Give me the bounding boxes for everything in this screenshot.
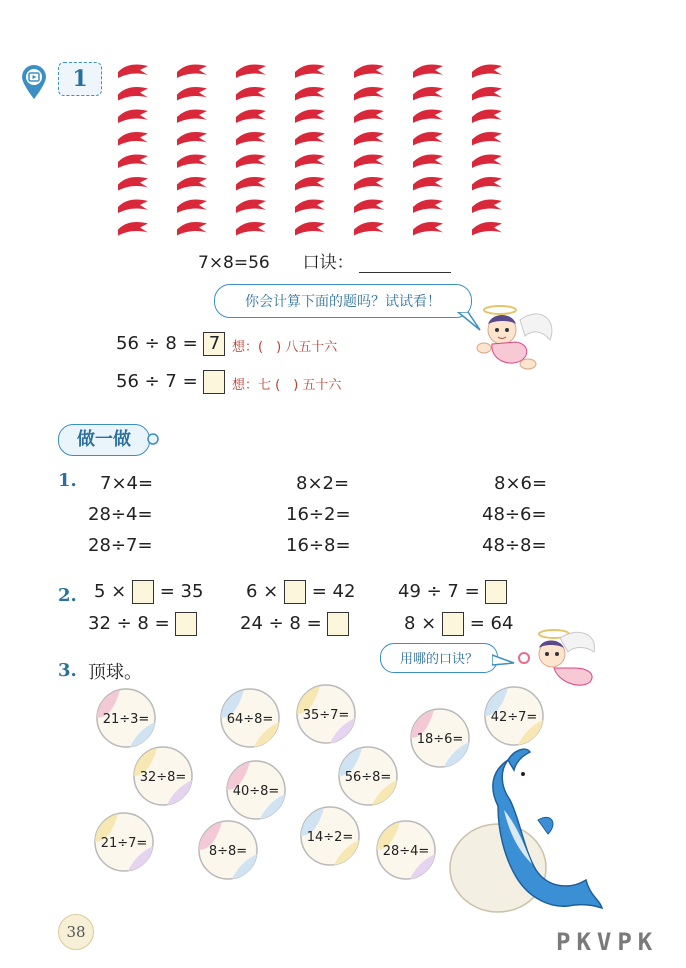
speech-bubble: [214, 284, 472, 318]
angel-character-illustration: [470, 300, 560, 380]
equation: 48÷6=: [482, 504, 547, 525]
ball[interactable]: [297, 685, 355, 743]
ball-label: 21÷3=: [102, 712, 150, 727]
flag-icon: [236, 87, 266, 101]
ball[interactable]: [339, 747, 397, 805]
exercise-2-item: [88, 612, 197, 636]
flag-icon: [472, 64, 502, 78]
flag-icon: [354, 222, 384, 236]
flag-icon: [118, 87, 148, 101]
flag-icon: [413, 177, 443, 191]
flag-icon: [354, 64, 384, 78]
division-example-2: [116, 370, 225, 394]
flag-icon: [354, 154, 384, 168]
flag-icon: [295, 87, 325, 101]
hint-text: 想：( ) 八五十六: [232, 340, 338, 355]
speech-bubble-2-tail: [492, 652, 516, 671]
flag-icon: [295, 154, 325, 168]
flag-icon: [118, 64, 148, 78]
speech-bubble-text: 你会计算下面的题吗？试试看！: [245, 294, 441, 310]
answer-box[interactable]: [284, 580, 306, 604]
section-title-badge: [58, 424, 150, 456]
equation: 16÷2=: [286, 504, 351, 525]
flag-icon: [295, 222, 325, 236]
equation-part: 5 ×: [94, 581, 127, 602]
flag-icon: [472, 177, 502, 191]
flag-icon: [118, 199, 148, 213]
mnemonic-blank[interactable]: [359, 256, 451, 273]
flag-icon: [177, 87, 207, 101]
flag-icon: [177, 64, 207, 78]
flag-icon: [413, 199, 443, 213]
ball[interactable]: [377, 821, 435, 879]
flag-icon: [354, 199, 384, 213]
dolphin-illustration: [440, 740, 610, 920]
equation-part: 6 ×: [246, 581, 279, 602]
answer-box[interactable]: 7: [203, 332, 225, 356]
ball[interactable]: [227, 761, 285, 819]
flag-icon: [236, 109, 266, 123]
ball-label: 35÷7=: [302, 708, 350, 723]
exercise-2-item: [94, 580, 203, 604]
flag-icon: [236, 132, 266, 146]
flag-icon: [354, 132, 384, 146]
flag-icon: [413, 132, 443, 146]
exercise-1-number: 1.: [58, 470, 77, 491]
flag-icon: [295, 177, 325, 191]
flag-icon: [236, 64, 266, 78]
equation-part: 8 ×: [404, 613, 437, 634]
ball-label: 21÷7=: [100, 836, 148, 851]
lesson-number: 1: [72, 66, 88, 92]
flag-icon: [413, 154, 443, 168]
equation-part: = 42: [311, 581, 356, 602]
flag-grid: [118, 62, 518, 246]
ball-label: 32÷8=: [139, 770, 187, 785]
answer-box[interactable]: [175, 612, 197, 636]
equation: 28÷4=: [88, 504, 153, 525]
ball[interactable]: [199, 821, 257, 879]
flag-icon: [472, 222, 502, 236]
equation: 8×6=: [494, 473, 548, 494]
equation-part: 24 ÷ 8 =: [240, 613, 322, 634]
exercise-2-number: 2.: [58, 585, 77, 606]
flag-icon: [118, 132, 148, 146]
exercise-1-col-3: [482, 468, 547, 561]
hint-text: 想：七 ( ) 五十六: [232, 378, 342, 393]
ball[interactable]: [95, 813, 153, 871]
flag-icon: [118, 177, 148, 191]
ball-label: 40÷8=: [232, 784, 280, 799]
flag-icon: [354, 177, 384, 191]
equation-part: = 35: [159, 581, 204, 602]
answer-box[interactable]: [485, 580, 507, 604]
equation: 8×2=: [296, 473, 350, 494]
flag-icon: [236, 222, 266, 236]
speech-bubble-2-text: 用哪的口诀？: [399, 652, 478, 667]
ball-label: 14÷2=: [306, 830, 354, 845]
ball-label: 42÷7=: [490, 710, 538, 725]
pin-icon: [20, 64, 48, 100]
exercise-3-number: 3.: [58, 660, 77, 681]
ball[interactable]: [221, 689, 279, 747]
exercise-1-col-2: [286, 468, 351, 561]
flag-icon: [295, 64, 325, 78]
ball-label: 28÷4=: [382, 844, 430, 859]
flag-icon: [413, 109, 443, 123]
equation: 7×4=: [100, 473, 154, 494]
example-equation-text: 7×8=56: [198, 253, 270, 273]
flag-icon: [236, 177, 266, 191]
ball-label: 18÷6=: [416, 732, 464, 747]
page-number: 38: [66, 923, 86, 941]
lesson-number-badge: [58, 62, 102, 96]
flag-icon: [354, 87, 384, 101]
answer-box[interactable]: [327, 612, 349, 636]
watermark: PKVPK: [556, 928, 659, 956]
division-expression: 56 ÷ 7 =: [116, 371, 198, 392]
flag-icon: [177, 199, 207, 213]
flag-icon: [118, 222, 148, 236]
ball[interactable]: [485, 687, 543, 745]
flag-icon: [413, 87, 443, 101]
division-example-1: [116, 332, 225, 356]
equation: 28÷7=: [88, 535, 153, 556]
section-title-tail: [146, 432, 162, 452]
ball-label: 56÷8=: [344, 770, 392, 785]
flag-icon: [177, 177, 207, 191]
exercise-1-col-1: [88, 468, 153, 561]
flag-icon: [413, 222, 443, 236]
flag-icon: [472, 87, 502, 101]
exercise-2-item: [404, 612, 513, 636]
flag-icon: [177, 109, 207, 123]
flag-icon: [413, 64, 443, 78]
exercise-2-item: [398, 580, 507, 604]
equation: 48÷8=: [482, 535, 547, 556]
division-expression: 56 ÷ 8 =: [116, 333, 198, 354]
flag-icon: [472, 109, 502, 123]
speech-bubble-2: [380, 643, 498, 673]
flag-icon: [118, 109, 148, 123]
flag-icon: [236, 154, 266, 168]
equation: 16÷8=: [286, 535, 351, 556]
ball[interactable]: [301, 807, 359, 865]
flag-icon: [177, 222, 207, 236]
example-equation: [198, 248, 451, 273]
exercise-2-item: [246, 580, 355, 604]
ball-label: 64÷8=: [226, 712, 274, 727]
equation-part: 49 ÷ 7 =: [398, 581, 480, 602]
flag-icon: [354, 109, 384, 123]
equation-part: 32 ÷ 8 =: [88, 613, 170, 634]
flag-icon: [295, 132, 325, 146]
flag-icon: [295, 199, 325, 213]
exercise-3-title: 顶球。: [88, 662, 142, 683]
flag-icon: [472, 154, 502, 168]
flag-icon: [177, 132, 207, 146]
page-number-badge: [58, 914, 94, 950]
answer-box[interactable]: [203, 370, 225, 394]
ball[interactable]: [134, 747, 192, 805]
answer-box[interactable]: [442, 612, 464, 636]
answer-box[interactable]: [132, 580, 154, 604]
ball[interactable]: [97, 689, 155, 747]
flag-icon: [236, 199, 266, 213]
flag-icon: [472, 132, 502, 146]
mnemonic-label: 口诀：: [302, 253, 354, 273]
equation-part: = 64: [469, 613, 514, 634]
exercise-2-item: [240, 612, 349, 636]
section-title: 做一做: [77, 429, 131, 450]
flag-icon: [118, 154, 148, 168]
ball-label: 8÷8=: [208, 844, 248, 859]
flag-icon: [472, 199, 502, 213]
flag-icon: [177, 154, 207, 168]
flag-icon: [295, 109, 325, 123]
